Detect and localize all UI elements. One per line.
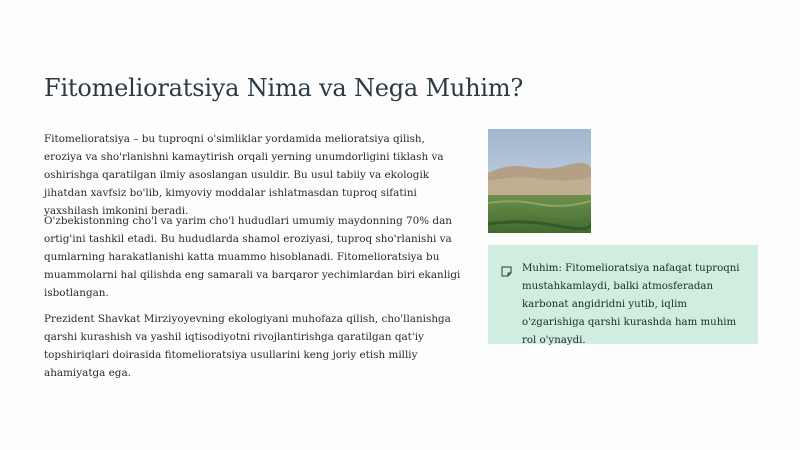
- landscape-photo: [488, 129, 591, 233]
- note-icon: [501, 262, 512, 273]
- paragraph-uzbekistan: O'zbekistonning cho'l va yarim cho'l hududlari umumiy maydonning 70% dan ortig'ini tashkil etadi. Bu hududlarda shamol eroziyasi, tuproq sho'rlanishi va qumlarning harakatlanishi katta muammo hisoblanadi. Fitomelioratsiya bu muammolarni hal qilishda eng samarali va barqaror yechimlardan biri ekanligi isbotlangan.: [44, 215, 461, 299]
- callout-text: Muhim: Fitomelioratsiya nafaqat tuproqni mustahkamlaydi, balki atmosferadan karbonat angidridni yutib, iqlim o'zgarishiga qarshi kurashda ham muhim rol o'ynaydi.: [522, 263, 740, 346]
- important-callout: [488, 245, 758, 344]
- page-title: Fitomelioratsiya Nima va Nega Muhim?: [44, 74, 524, 102]
- paragraph-president: Prezident Shavkat Mirziyoyevning ekologiyani muhofaza qilish, cho'llanishga qarshi kurashish va yashil iqtisodiyotni rivojlantirishga qaratilgan qat'iy topshiriqlari doirasida fitomelioratsiya usullarini keng joriy etish milliy ahamiyatga ega.: [44, 313, 451, 379]
- paragraph-definition: Fitomelioratsiya – bu tuproqni o'simliklar yordamida melioratsiya qilish, eroziya va sho'rlanishni kamaytirish orqali yerning unumdorligini tiklash va oshirishga qaratilgan ilmiy asoslangan usuldir. Bu usul tabiiy va ekologik jihatdan xavfsiz bo'lib, kimyoviy moddalar ishlatmasdan tuproq sifatini yaxshilash imkonini beradi.: [44, 133, 444, 217]
